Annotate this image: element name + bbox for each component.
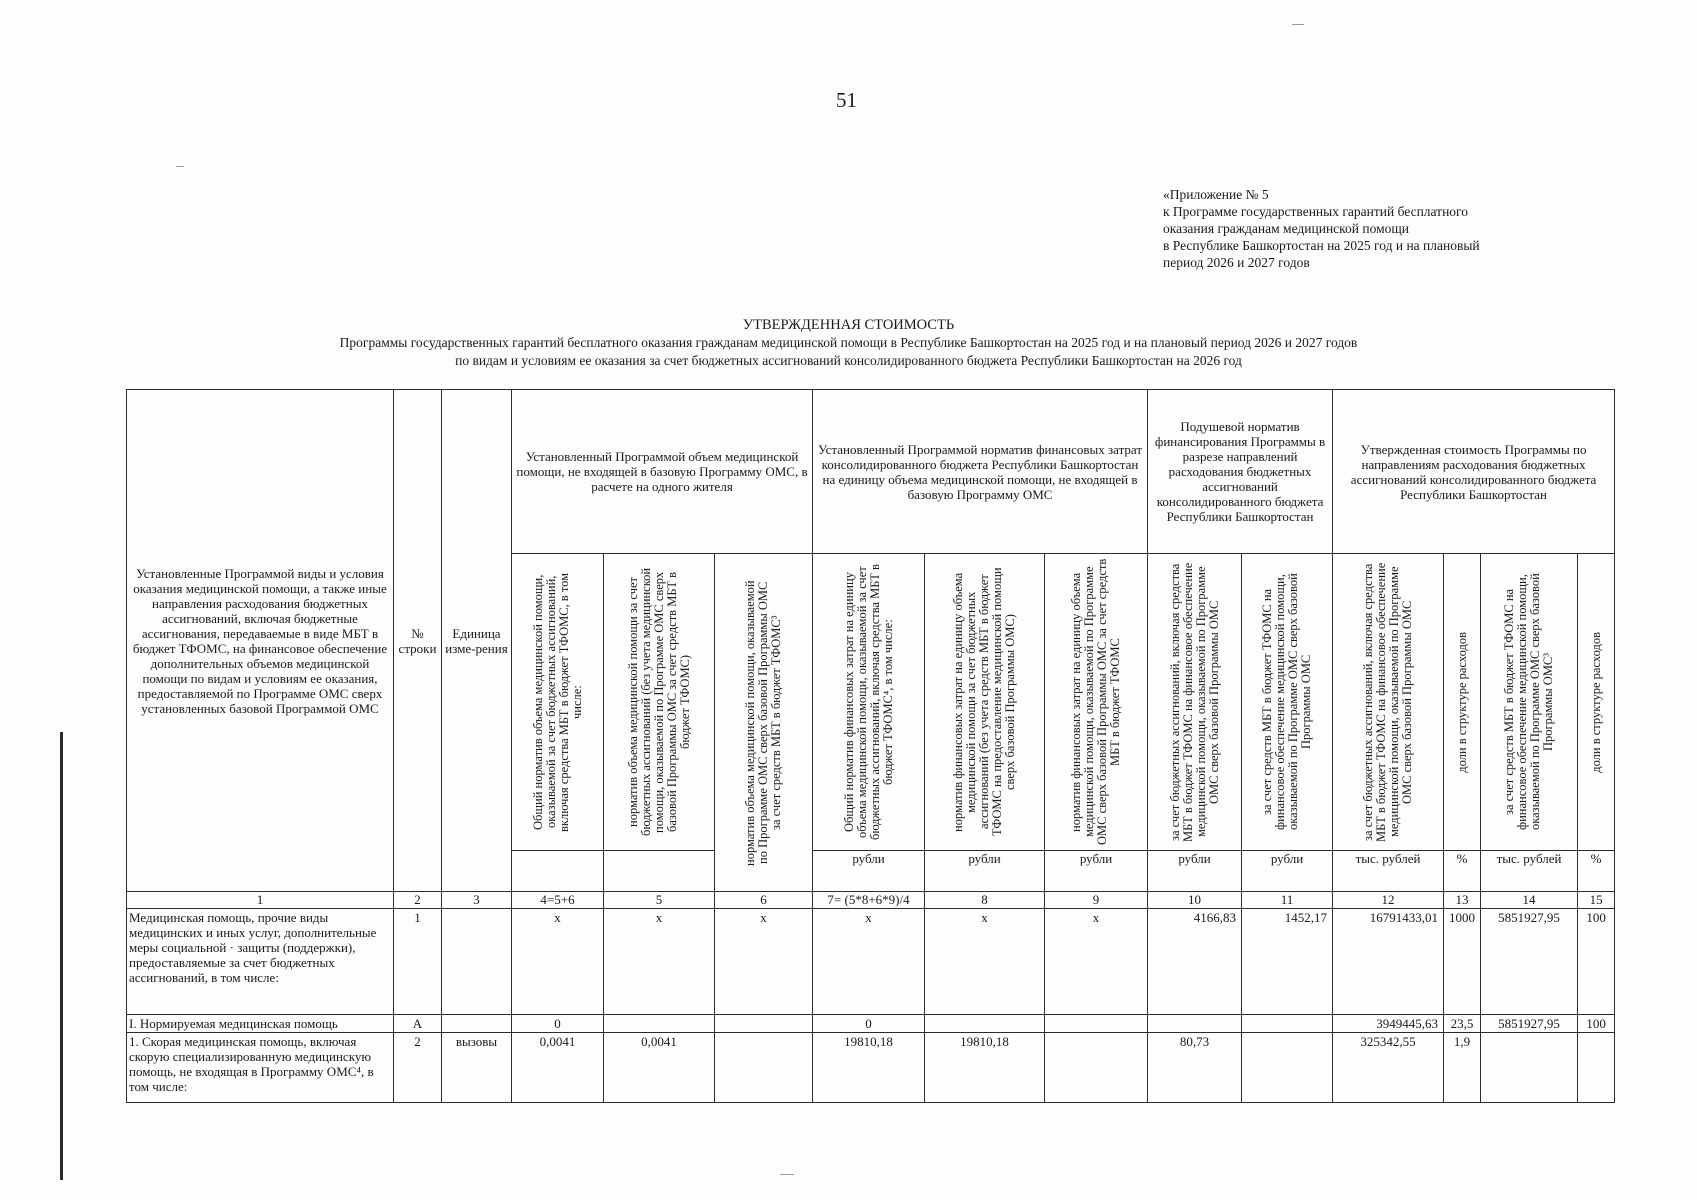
row-unit (442, 909, 512, 1015)
appendix-line: в Республике Башкортостан на 2025 год и на плановый (1163, 238, 1480, 253)
colnum: 1 (127, 892, 394, 909)
unit-c13: % (1444, 851, 1481, 892)
unit-c10: рубли (1148, 851, 1242, 892)
column-number-row (127, 892, 1615, 909)
row-unit (442, 1015, 512, 1033)
cell-c10: 4166,83 (1148, 909, 1242, 1015)
unit-c8: рубли (925, 851, 1045, 892)
cost-table (126, 389, 1615, 1103)
cell-c14 (1481, 1033, 1578, 1103)
header-c10: за счет бюджетных ассигнований, включая средства МБТ в бюджет ТФОМС на финансовое обеспечение медицинской помощи, оказываемой по Программе ОМС сверх базовой Программы ОМС (1148, 554, 1242, 851)
page-number: 51 (836, 88, 857, 112)
cell-c14: 5851927,95 (1481, 1015, 1578, 1033)
cell-c6: х (715, 909, 813, 1015)
colnum: 4=5+6 (512, 892, 604, 909)
cell-c10: 80,73 (1148, 1033, 1242, 1103)
header-c12: за счет бюджетных ассигнований, включая средства МБТ в бюджет ТФОМС на финансовое обеспечение медицинской помощи, оказываемой по Программе ОМС сверх базовой Программы ОМС (1333, 554, 1444, 851)
table-row (127, 1015, 1615, 1033)
colnum: 13 (1444, 892, 1481, 909)
cell-c9 (1045, 1033, 1148, 1103)
cell-c11: 1452,17 (1242, 909, 1333, 1015)
scan-speck (1292, 24, 1304, 25)
header-c9: норматив финансовых затрат на единицу объема медицинской помощи, оказываемой по Программе ОМС сверх базовой Программы ОМС за счет средств МБТ в бюджет ТФОМС (1045, 554, 1148, 851)
unit-c15: % (1578, 851, 1615, 892)
colnum: 6 (715, 892, 813, 909)
unit-c12: тыс. рублей (1333, 851, 1444, 892)
colnum: 15 (1578, 892, 1615, 909)
unit-c7: рубли (813, 851, 925, 892)
scan-speck (176, 166, 184, 167)
cell-c13: 1,9 (1444, 1033, 1481, 1103)
cell-c6 (715, 1033, 813, 1103)
appendix-line: к Программе государственных гарантий бесплатного (1163, 204, 1469, 219)
cell-c4: 0,0041 (512, 1033, 604, 1103)
colnum: 14 (1481, 892, 1578, 909)
cell-c12: 16791433,01 (1333, 909, 1444, 1015)
colnum: 10 (1148, 892, 1242, 909)
row-name: Медицинская помощь, прочие виды медицинских и иных услуг, дополнительные меры социальной · защиты (поддержки), предоставляемые за счет бюджетных ассигнований, в том числе: (127, 909, 394, 1015)
cell-c7: х (813, 909, 925, 1015)
cell-c15 (1578, 1033, 1615, 1103)
cell-c12: 325342,55 (1333, 1033, 1444, 1103)
cell-c14: 5851927,95 (1481, 909, 1578, 1015)
row-name: I. Нормируемая медицинская помощь (127, 1015, 394, 1033)
row-number: А (394, 1015, 442, 1033)
colnum: 12 (1333, 892, 1444, 909)
unit-c5 (604, 851, 715, 892)
cell-c11 (1242, 1033, 1333, 1103)
header-c13: доли в структуре расходов (1444, 554, 1481, 851)
header-c4: Общий норматив объема медицинской помощи, оказываемой за счет бюджетных ассигнований, включая средства МБТ в бюджет ТФОМС, в том числе: (512, 554, 604, 851)
row-number: 2 (394, 1033, 442, 1103)
appendix-line: «Приложение № 5 (1163, 187, 1269, 202)
header-col-3: Единица изме-рения (442, 390, 512, 892)
header-c15: доли в структуре расходов (1578, 554, 1615, 851)
header-group-cost-norm: Установленный Программой норматив финансовых затрат консолидированного бюджета Республики Башкортостан на единицу объема медицинской помощи, не входящей в базовую Программу ОМС (813, 390, 1148, 554)
header-group-volume: Установленный Программой объем медицинской помощи, не входящей в базовую Программу ОМС, в расчете на одного жителя (512, 390, 813, 554)
cell-c7: 0 (813, 1015, 925, 1033)
cell-c5: х (604, 909, 715, 1015)
colnum: 3 (442, 892, 512, 909)
document-subtitle-2: по видам и условиям ее оказания за счет бюджетных ассигнований консолидированного бюджета Республики Башкортостан на 2026 год (455, 353, 1242, 368)
row-name: 1. Скорая медицинская помощь, включая скорую специализированную медицинскую помощь, не входящая в Программу ОМС⁴, в том числе: (127, 1033, 394, 1103)
colnum: 5 (604, 892, 715, 909)
cell-c6 (715, 1015, 813, 1033)
cell-c9: х (1045, 909, 1148, 1015)
table-row (127, 909, 1615, 1015)
unit-c9: рубли (1045, 851, 1148, 892)
colnum: 11 (1242, 892, 1333, 909)
cell-c8: х (925, 909, 1045, 1015)
header-col-2: № строки (394, 390, 442, 892)
header-c14: за счет средств МБТ в бюджет ТФОМС на финансовое обеспечение медицинской помощи, оказываемой по Программе ОМС сверх базовой Программы ОМС³ (1481, 554, 1578, 851)
cell-c15: 100 (1578, 909, 1615, 1015)
unit-c4 (512, 851, 604, 892)
appendix-line: оказания гражданам медицинской помощи (1163, 221, 1410, 236)
left-margin-rule (60, 732, 63, 1180)
row-number: 1 (394, 909, 442, 1015)
colnum: 7= (5*8+6*9)/4 (813, 892, 925, 909)
colnum: 9 (1045, 892, 1148, 909)
unit-c11: рубли (1242, 851, 1333, 892)
cell-c9 (1045, 1015, 1148, 1033)
cell-c5 (604, 1015, 715, 1033)
colnum: 8 (925, 892, 1045, 909)
cell-c12: 3949445,63 (1333, 1015, 1444, 1033)
unit-c14: тыс. рублей (1481, 851, 1578, 892)
cell-c4: 0 (512, 1015, 604, 1033)
appendix-line: период 2026 и 2027 годов (1163, 255, 1310, 270)
document-subtitle: Программы государственных гарантий бесплатного оказания гражданам медицинской помощи в Республике Башкортостан на 2025 год и на плановый период 2026 и 2027 годов (339, 335, 1358, 350)
cell-c13: 1000 (1444, 909, 1481, 1015)
colnum: 2 (394, 892, 442, 909)
document-title: УТВЕРЖДЕННАЯ СТОИМОСТЬ (742, 317, 955, 333)
cell-c5: 0,0041 (604, 1033, 715, 1103)
cell-c8 (925, 1015, 1045, 1033)
header-c11: за счет средств МБТ в бюджет ТФОМС на финансовое обеспечение медицинской помощи, оказываемой по Программе ОМС сверх базовой Программы ОМС (1242, 554, 1333, 851)
cell-c4: х (512, 909, 604, 1015)
table-row (127, 1033, 1615, 1103)
scan-speck (780, 1174, 794, 1175)
header-group-approved-cost: Утвержденная стоимость Программы по направлениям расходования бюджетных ассигнований консолидированного бюджета Республики Башкортостан (1333, 390, 1615, 554)
cell-c15: 100 (1578, 1015, 1615, 1033)
cell-c11 (1242, 1015, 1333, 1033)
header-c7: Общий норматив финансовых затрат на единицу объема медицинской помощи, оказываемой за счет бюджетных ассигнований, включая средства МБТ в бюджет ТФОМС⁴, в том числе: (813, 554, 925, 851)
header-col-1: Установленные Программой виды и условия оказания медицинской помощи, а также иные направления расходования бюджетных ассигнований, включая бюджетные ассигнования, передаваемые в виде МБТ в бюджет ТФОМС, на финансовое обеспечение дополнительных объемов медицинской помощи по видам и условиям ее оказания, предоставляемой по Программе ОМС сверх установленных базовой Программой ОМС (127, 390, 394, 892)
header-c8: норматив финансовых затрат на единицу объема медицинской помощи за счет бюджетных ассигнований (без учета средств МБТ в бюджет ТФОМС на предоставление медицинской помощи сверх базовой Программы ОМС) (925, 554, 1045, 851)
row-unit: вызовы (442, 1033, 512, 1103)
header-c5: норматив объема медицинской помощи за счет бюджетных ассигнований (без учета медицинской помощи, оказываемой по Программе ОМС сверх базовой Программы ОМС за счет средств МБТ в бюджет ТФОМС) (604, 554, 715, 851)
header-c6: норматив объема медицинской помощи, оказываемой по Программе ОМС сверх базовой Программы ОМС за счет средств МБТ в бюджет ТФОМС³ (715, 554, 813, 892)
cell-c7: 19810,18 (813, 1033, 925, 1103)
appendix-note (1163, 186, 1480, 271)
cell-c8: 19810,18 (925, 1033, 1045, 1103)
cell-c10 (1148, 1015, 1242, 1033)
cell-c13: 23,5 (1444, 1015, 1481, 1033)
header-group-per-capita: Подушевой норматив финансирования Программы в разрезе направлений расходования бюджетных ассигнований консолидированного бюджета Республики Башкортостан (1148, 390, 1333, 554)
